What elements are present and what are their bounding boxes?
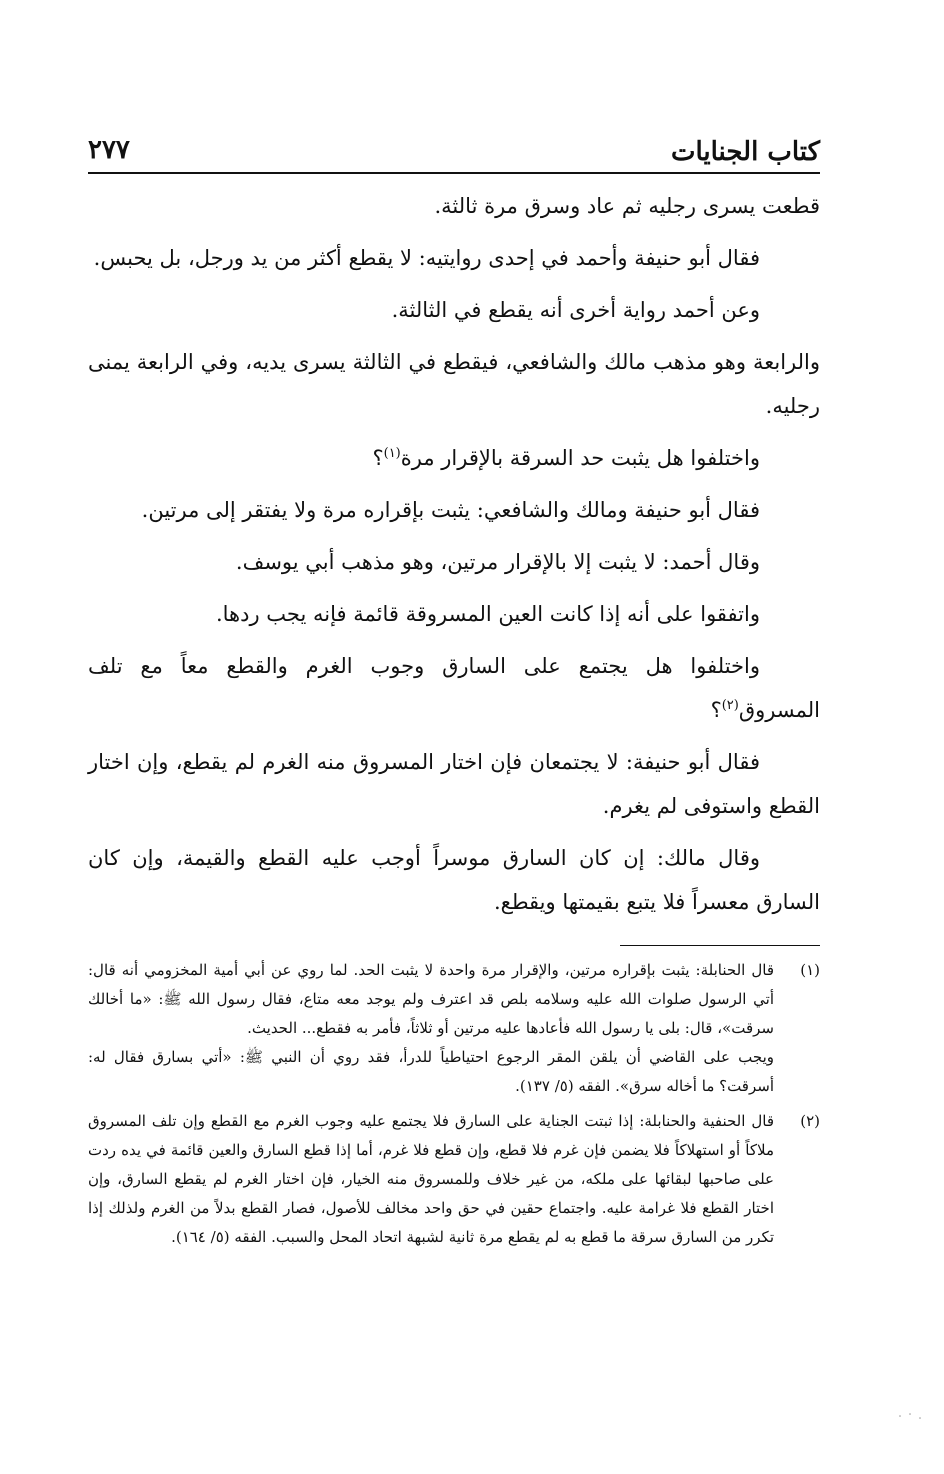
footnote-text: قال الحنفية والحنابلة: إذا ثبتت الجناية على السارق فلا يجتمع عليه وجوب الغرم مع القطع وإن تلف المسروق ملاكاً أو استهلاكاً فلا يضمن فإن غرم فلا قطع، وإن قطع فلا غرم، أما إذا قطع السارق والعين قائمة في يده ردت على صاحبها لبقائها على ملكه، من غير خلاف وللمسروق منه الخيار، فإن اختار الغرم لم يقطع السارق، وإن اختار القطع فلا غرامة عليه. واجتماع حقين في حق واحد مخالف للأصول، فصار القطع بدلاً من الغرم ولذلك إذا تكرر من السارق سرقة ما قطع به لم يقطع مرة ثانية لشبهة اتحاد المحل والسبب. الفقه (٥/ ١٦٤). [88,1112,774,1246]
paragraph-text: واختلفوا هل يجتمع على السارق وجوب الغرم والقطع معاً مع تلف المسروق [88,654,820,722]
paragraph: وقال مالك: إن كان السارق موسراً أوجب عليه القطع والقيمة، وإن كان السارق معسراً فلا يتبع بقيمتها ويقطع. [88,846,820,914]
footnotes [88,956,820,1258]
footnote-ref: (٢) [721,698,739,713]
footnote-separator [620,945,820,946]
footnote-text: ويجب على القاضي أن يلقن المقر الرجوع احتياطياً للدرأ، فقد روي أن النبي ﷺ: «أتي بسارق فقال له: أسرقت؟ ما أخاله سرق». الفقه (٥/ ١٣٧). [88,1048,774,1095]
footnote [88,956,820,1101]
paragraph [88,644,820,732]
question-mark: ؟ [710,698,722,722]
page-number: ٢٧٧ [88,135,130,165]
paragraph: وعن أحمد رواية أخرى أنه يقطع في الثالثة. [391,298,760,322]
footnote-number: (٢) [800,1112,820,1130]
running-header [88,128,820,174]
paragraph: فقال أبو حنيفة: لا يجتمعان فإن اختار المسروق منه الغرم لم يقطع، وإن اختار القطع واستوفى لم يغرم. [88,750,820,818]
paragraph: والرابعة وهو مذهب مالك والشافعي، فيقطع في الثالثة يسرى يديه، وفي الرابعة يمنى رجليه. [88,350,820,418]
footnote-ref: (١) [383,446,401,461]
paragraph: قطعت يسرى رجليه ثم عاد وسرق مرة ثالثة. [434,194,820,218]
paragraph: فقال أبو حنيفة ومالك والشافعي: يثبت بإقراره مرة ولا يفتقر إلى مرتين. [141,498,760,522]
footnote [88,1107,820,1252]
paragraph-text: واختلفوا هل يثبت حد السرقة بالإقرار مرة [400,446,760,470]
scan-dust-marks [896,1404,926,1424]
paragraph: وقال أحمد: لا يثبت إلا بالإقرار مرتين، وهو مذهب أبي يوسف. [235,550,760,574]
chapter-title: كتاب الجنايات [670,137,820,167]
scan-specks [896,1404,926,1424]
paragraph: فقال أبو حنيفة وأحمد في إحدى روايتيه: لا يقطع أكثر من يد ورجل، بل يحبس. [93,246,760,270]
footnote-text: قال الحنابلة: يثبت بإقراره مرتين، والإقرار مرة واحدة لا يثبت الحد. لما روي عن أبي أمية المخزومي أنه قال: أتي الرسول صلوات الله عليه وسلامه بلص قد اعترف ولم يوجد معه متاع، فقال رسول الله ﷺ: «ما أخالك سرقت»، قال: بلى يا رسول الله فأعادها عليه مرتين أو ثلاثاً، فأمر به فقطع... الحديث. [88,961,774,1037]
footnote-number: (١) [800,961,820,979]
paragraph [88,436,820,480]
question-mark: ؟ [372,446,384,470]
main-text [88,184,820,932]
paragraph: واتفقوا على أنه إذا كانت العين المسروقة قائمة فإنه يجب ردها. [215,602,760,626]
